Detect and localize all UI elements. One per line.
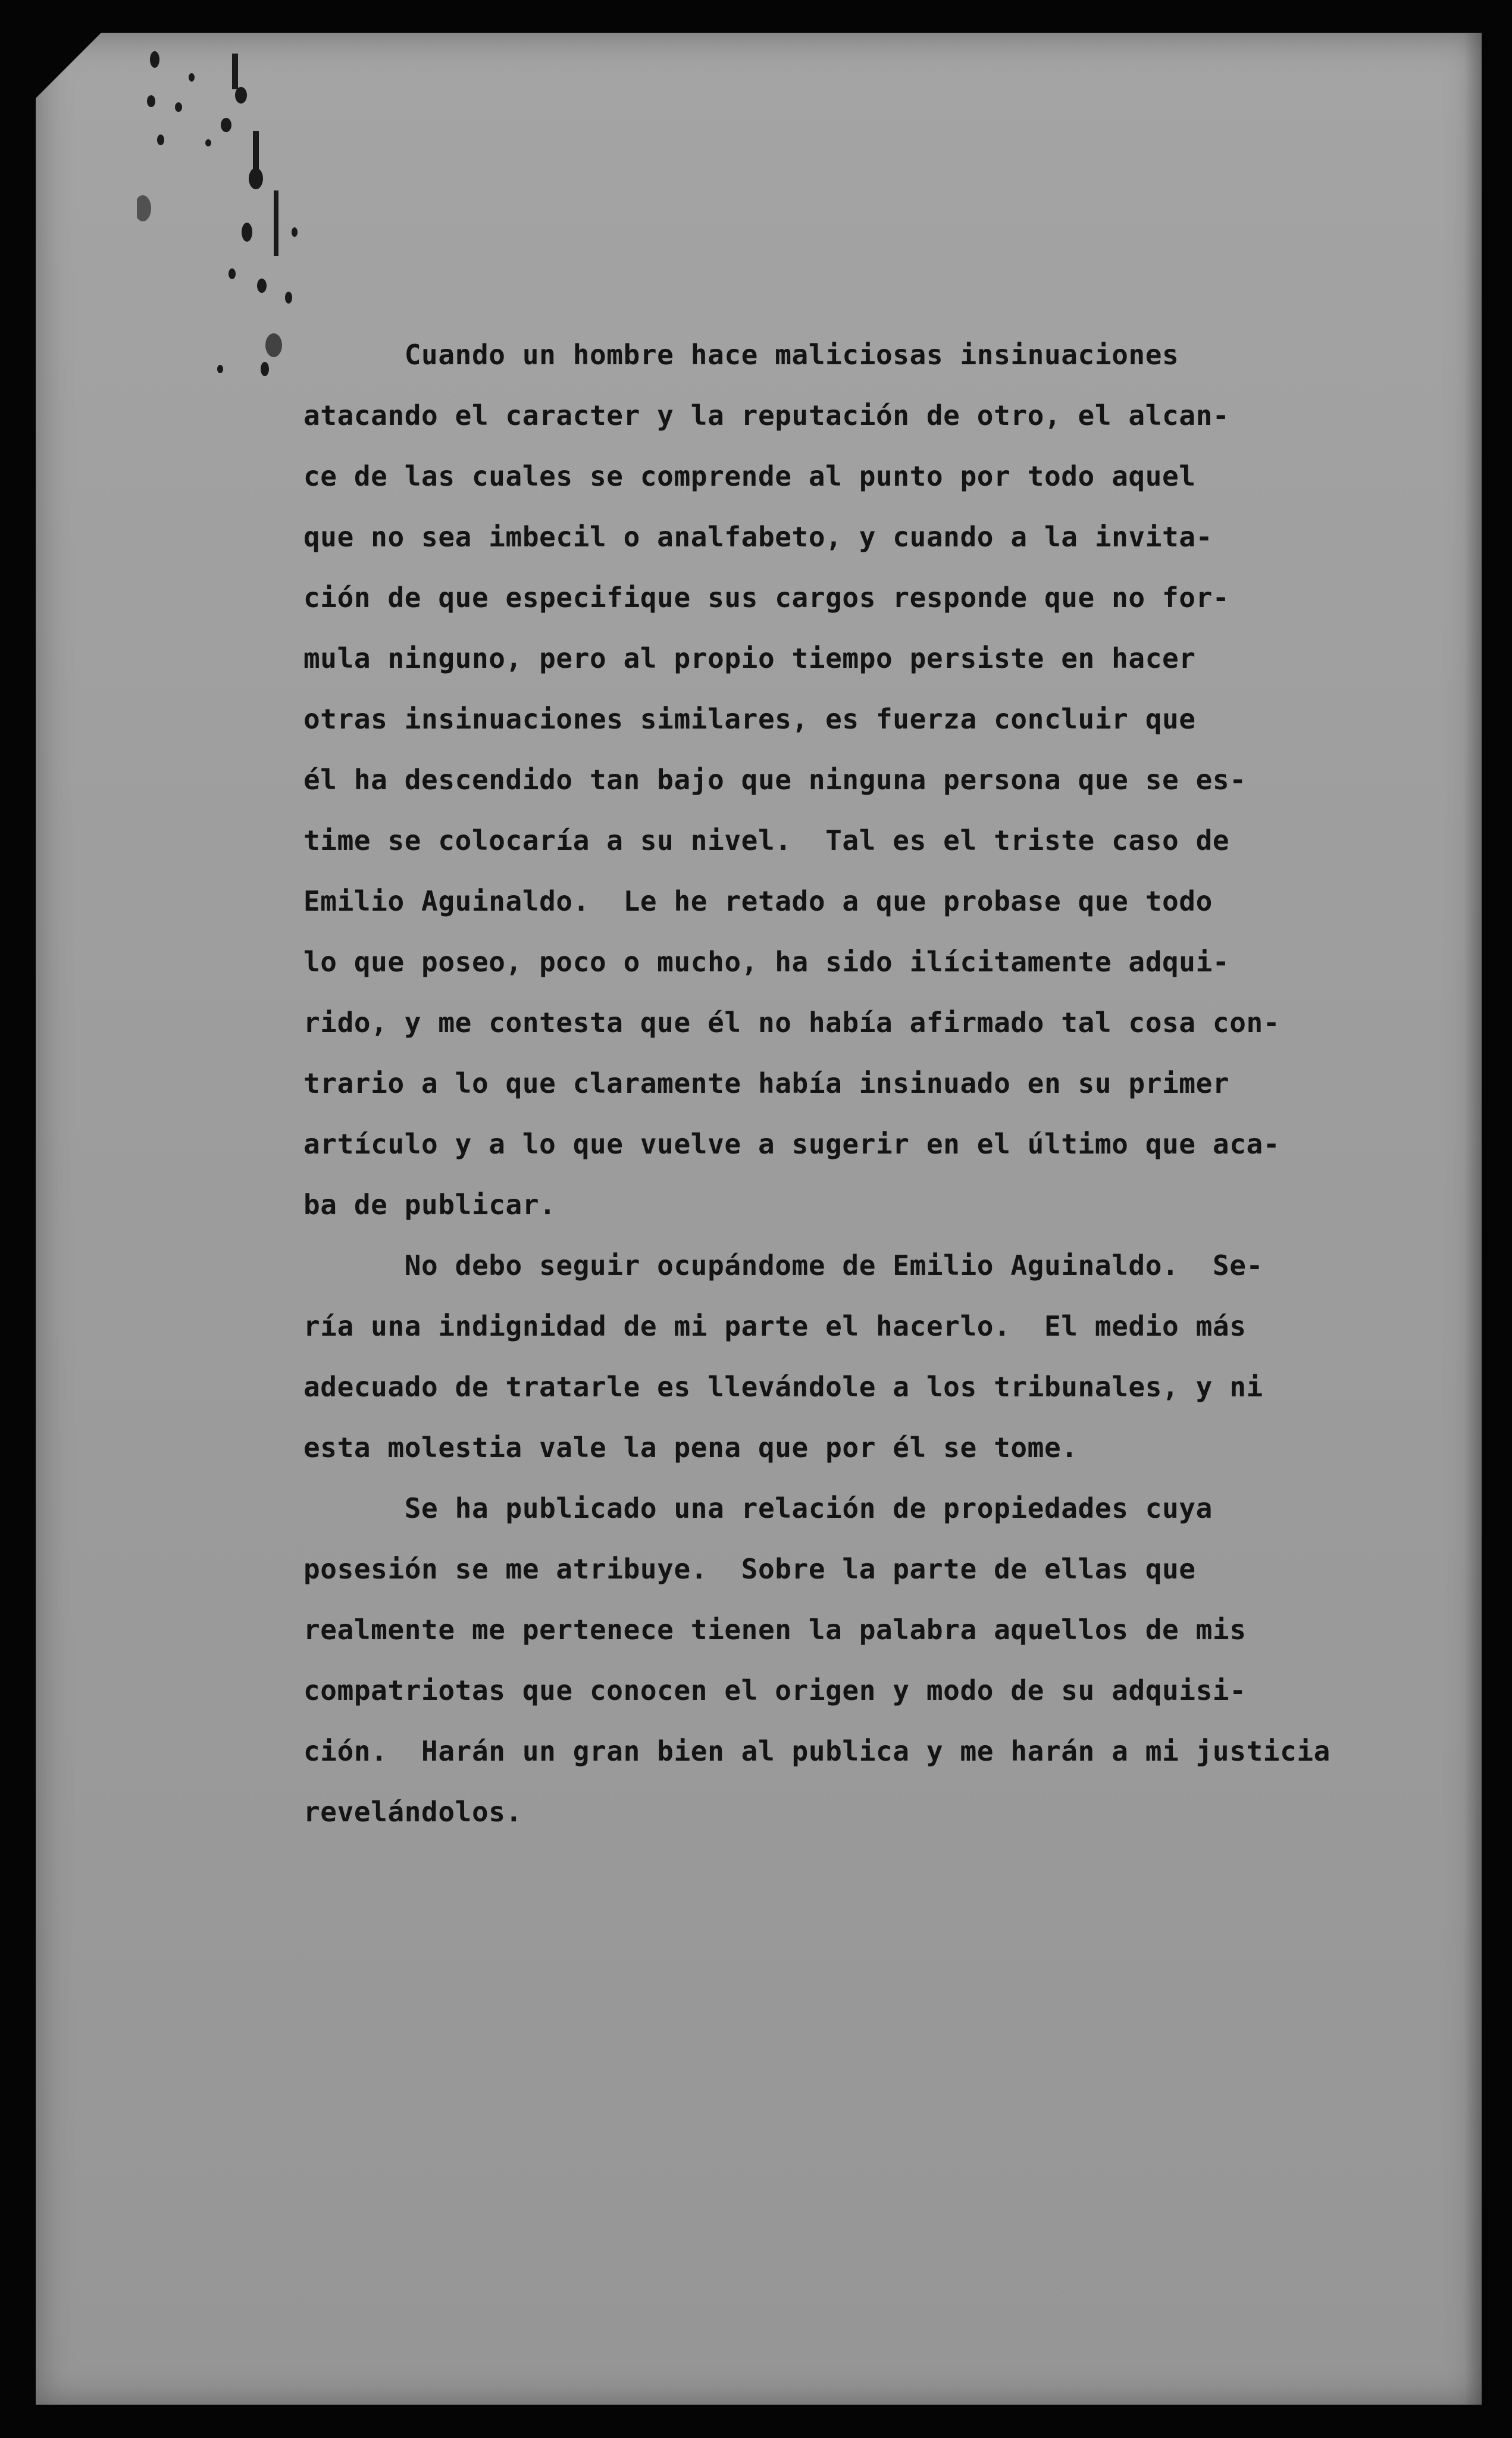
text-line: time se colocaría a su nivel. Tal es el triste caso de — [303, 824, 1230, 857]
text-line: artículo y a lo que vuelve a sugerir en el último que aca- — [303, 1128, 1281, 1160]
ink-stain-mark — [137, 36, 327, 393]
text-line: rido, y me contesta que él no había afirmado tal cosa con- — [303, 1007, 1281, 1039]
text-line: esta molestia vale la pena que por él se tome. — [303, 1431, 1078, 1464]
text-line: revelándolos. — [303, 1796, 522, 1828]
paragraph — [303, 1235, 1410, 1478]
page-edge-shadow — [1464, 33, 1488, 2405]
text-line: Cuando un hombre hace maliciosas insinuaciones — [303, 339, 1179, 371]
text-line: ción de que especifique sus cargos responde que no for- — [303, 582, 1230, 614]
text-line: No debo seguir ocupándome de Emilio Aguinaldo. Se- — [303, 1249, 1263, 1281]
text-line: él ha descendido tan bajo que ninguna persona que se es- — [303, 764, 1247, 796]
paragraph — [303, 1478, 1410, 1842]
torn-corner — [36, 33, 101, 98]
text-line: mula ninguno, pero al propio tiempo persiste en hacer — [303, 642, 1196, 674]
text-line: ría una indignidad de mi parte el hacerlo. El medio más — [303, 1310, 1247, 1342]
text-line: adecuado de tratarle es llevándole a los tribunales, y ni — [303, 1371, 1263, 1403]
text-line: ce de las cuales se comprende al punto por todo aquel — [303, 460, 1196, 492]
text-line: realmente me pertenece tienen la palabra aquellos de mis — [303, 1614, 1247, 1646]
text-line: Emilio Aguinaldo. Le he retado a que probase que todo — [303, 885, 1213, 917]
text-line: otras insinuaciones similares, es fuerza concluir que — [303, 703, 1196, 735]
text-line: atacando el caracter y la reputación de otro, el alcan- — [303, 399, 1230, 432]
text-line: compatriotas que conocen el origen y modo de su adquisi- — [303, 1674, 1247, 1706]
text-line: que no sea imbecil o analfabeto, y cuando a la invita- — [303, 521, 1213, 553]
text-line: ción. Harán un gran bien al publica y me harán a mi justicia — [303, 1735, 1331, 1767]
text-line: ba de publicar. — [303, 1189, 556, 1221]
typed-letter-body — [303, 324, 1410, 1842]
paragraph — [303, 324, 1410, 1235]
text-line: Se ha publicado una relación de propiedades cuya — [303, 1492, 1213, 1524]
text-line: trario a lo que claramente había insinuado en su primer — [303, 1067, 1230, 1099]
text-line: lo que poseo, poco o mucho, ha sido ilícitamente adqui- — [303, 946, 1230, 978]
text-line: posesión se me atribuye. Sobre la parte de ellas que — [303, 1553, 1196, 1585]
